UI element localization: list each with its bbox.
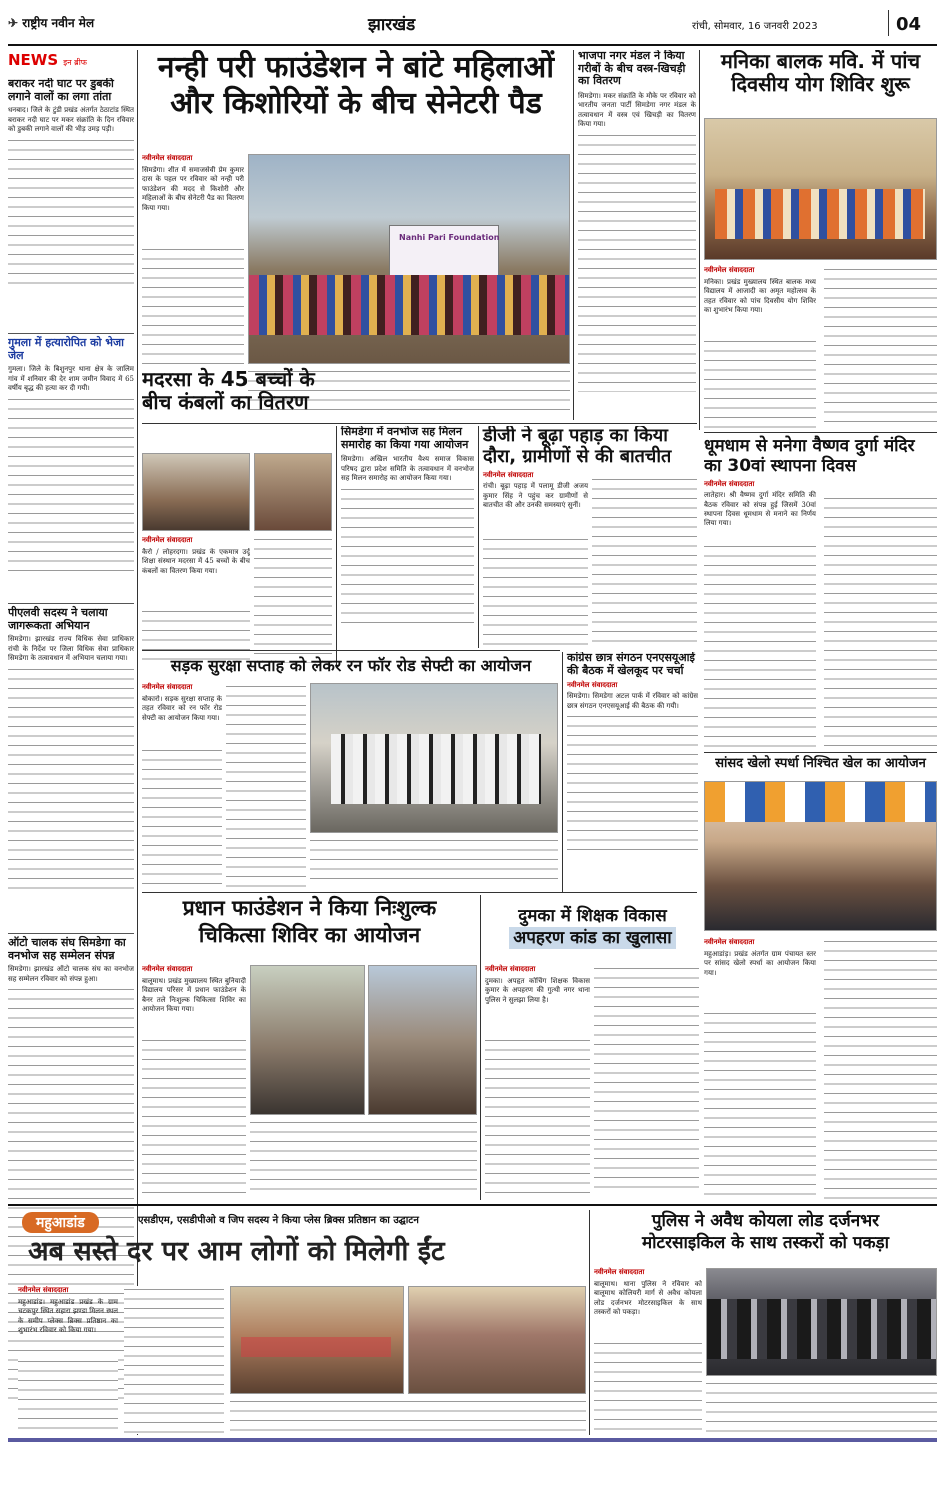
article-text: लातेहार। श्री वैष्णव दुर्गा मंदिर समिति की बैठक रविवार को संपन्न हुई जिसमें 30वां स्थापना दिवस धूमधाम से मनाने का निर्णय लिया गया। — [704, 491, 816, 528]
brief-title: गुमला में हत्यारोपित को भेजा जेल — [8, 336, 124, 362]
article-photo — [408, 1286, 586, 1394]
article-dumka — [480, 895, 700, 1200]
article-eent — [8, 1210, 586, 1435]
brief-text: धनबाद। जिले के टुंडी प्रखंड अंतर्गत ठेठाटांड स्थित बराकर नदी घाट पर मकर संक्रांति के दिन रविवार को डुबकी लगाने वालों की भीड़ उमड़ पड़ी। — [8, 106, 134, 134]
subhead: एसडीएम, एसडीपीओ व जिप सदस्य ने किया प्लेस ब्रिक्स प्रतिष्ठान का उद्घाटन — [138, 1215, 419, 1226]
headline: सांसद खेलो स्पर्धा निश्चित खेल का आयोजन — [715, 756, 926, 771]
brief-text: सिमडेगा। झारखंड ऑटो चालक संघ का वनभोज सह सम्मेलन रविवार को संपन्न हुआ। — [8, 965, 134, 983]
article-text: दुमका। अपहृत कोचिंग शिक्षक विकास कुमार के अपहरण की गुत्थी नगर थाना पुलिस ने सुलझा लिया है। — [485, 977, 590, 1004]
article-madarsa — [142, 358, 332, 668]
byline: नवीनमेल संवाददाता — [594, 1268, 645, 1276]
location-tag: महुआडांड — [22, 1212, 99, 1233]
article-road-safety — [142, 650, 560, 890]
brief-title: बराकर नदी घाट पर डुबकी लगाने वालों का लगा तांता — [8, 78, 114, 103]
byline: नवीनमेल संवाददाता — [704, 480, 755, 489]
article-photo — [368, 965, 477, 1115]
article-photo — [250, 965, 365, 1115]
byline: नवीनमेल संवाददाता — [142, 536, 193, 544]
article-koyla — [594, 1210, 937, 1435]
headline: प्रधान फाउंडेशन ने किया निःशुल्क चिकित्सा शिविर का आयोजन — [182, 896, 437, 948]
article-text: मनिका। प्रखंड मुख्यालय स्थित बालक मध्य विद्यालय में आजादी का अमृत महोत्सव के तहत रविवार को पांच दिवसीय योग शिविर का शुभारंभ किया गया। — [704, 278, 816, 315]
paper-logo: ✈ राष्ट्रीय नवीन मेल — [8, 16, 95, 30]
article-text: सिमडेगा। अखिल भारतीय वैश्य समाज विकास परिषद द्वारा प्रदेश समिति के तत्वावधान में वनभोज सह मिलन समारोह का आयोजन किया गया। — [341, 455, 474, 483]
byline: नवीनमेल संवाददाता — [142, 965, 193, 973]
article-durga — [704, 432, 937, 750]
article-text: महुआडांड़। प्रखंड अंतर्गत ग्राम पंचायत स्तर पर सांसद खेलो स्पर्धा का आयोजन किया गया। — [704, 950, 816, 977]
banner-text: Nanhi Pari Foundation — [399, 233, 500, 242]
byline: नवीनमेल संवाददाता — [704, 266, 755, 274]
article-bhajpa — [578, 50, 696, 422]
article-photo — [142, 453, 250, 531]
brief-text: सिमडेगा। झारखंड राज्य विधिक सेवा प्राधिकार रांची के निर्देश पर जिला विधिक सेवा प्राधिकार सिमडेगा के तत्वावधान में अभियान चलाया गया। — [8, 635, 134, 663]
article-pradhan — [142, 895, 477, 1200]
headline: डीजी ने बूढ़ा पहाड़ का किया दौरा, ग्रामीणों से की बातचीत — [483, 426, 672, 467]
headline: भाजपा नगर मंडल ने किया गरीबों के बीच वस्त्र-खिचड़ी का वितरण — [578, 50, 686, 88]
article-dgp — [478, 426, 698, 648]
article-vanbhoj — [336, 426, 474, 666]
byline: नवीनमेल संवाददाता — [485, 965, 536, 973]
headline: धूमधाम से मनेगा वैष्णव दुर्गा मंदिर का 30वां स्थापना दिवस — [704, 436, 915, 476]
news-brief-label: NEWS इन ब्रीफ — [8, 51, 87, 69]
article-text: कैरो / लोहरदगा। प्रखंड के एकमात्र उर्दू शिक्षा संस्थान मदरसा में 45 बच्चों के बीच कंबलों का वितरण किया गया। — [142, 548, 250, 575]
byline: नवीनमेल संवाददाता — [483, 471, 534, 480]
article-text: महुआडांड। महुआडांड प्रखंड के ग्राम चटकपुर स्थित सहारा झण्डा मिलन स्थल के समीप प्लेक्स ब्रिक्स प्रतिष्ठान का शुभारंभ रविवार को किया गया। — [18, 1298, 118, 1335]
article-photo — [230, 1286, 404, 1394]
byline: नवीनमेल संवाददाता — [704, 938, 755, 946]
article-sansad — [704, 752, 937, 1202]
byline: नवीनमेल संवाददाता — [567, 681, 618, 690]
article-text: सिमडेगा। शीत में समाजसेवी प्रेम कुमार दास के पहल पर रविवार को नन्ही परी फाउंडेशन की मदद से किशोरी और महिलाओं के बीच सेनेटरी पैड का वितरण किया गया। — [142, 166, 244, 212]
brief-text: गुमला। जिले के बिशुनपुर थाना क्षेत्र के जालिम गांव में शनिवार की देर शाम जमीन विवाद में 65 वर्षीय बृद्ध की हत्या कर दी गयी। — [8, 365, 134, 393]
article-photo — [310, 683, 558, 833]
page-number: 04 — [896, 14, 922, 35]
byline: नवीनमेल संवाददाता — [142, 154, 193, 162]
section-title: झारखंड — [368, 15, 416, 35]
headline: अब सस्ते दर पर आम लोगों को मिलेगी ईंट — [28, 1236, 445, 1267]
article-text: रांची। बूढ़ा पहाड़ में पलामू डीजी अजय कुमार सिंह ने पहुंच कर ग्रामीणों से बातचीत की और उनकी समस्याएं सुनीं। — [483, 482, 588, 510]
brief-title: ऑटो चालक संघ सिमडेगा का वनभोज सह सम्मेलन संपन्न — [8, 936, 126, 962]
headline: मनिका बालक मवि. में पांच दिवसीय योग शिविर शुरू — [720, 50, 921, 96]
article-text: बोकारो। सड़क सुरक्षा सप्ताह के तहत रविवार को रन फॉर रोड सेफ्टी का आयोजन किया गया। — [142, 695, 222, 722]
article-yoga — [704, 50, 937, 430]
article-photo — [248, 154, 570, 364]
article-photo — [704, 781, 937, 931]
article-photo — [704, 118, 937, 260]
byline: नवीनमेल संवाददाता — [18, 1286, 69, 1294]
bird-icon: ✈ — [8, 16, 23, 30]
article-text: बालूमाथ। थाना पुलिस ने रविवार को बालूमाथ कोलियरी मार्ग से अवैध कोयला लोड दर्जनभर मोटरसाइकिल के साथ तस्करों को पकड़ा। — [594, 1280, 702, 1317]
article-text: सिमडेगा। मकर संक्रांति के मौके पर रविवार को भारतीय जनता पार्टी सिमडेगा नगर मंडल के तत्वावधान में वस्त्र एवं खिचड़ी का वितरण किया गया। — [578, 91, 696, 129]
article-text: बालूमाथ। प्रखंड मुख्यालय स्थित बुनियादी विद्यालय परिसर में प्रधान फाउंडेशन के बैनर तले निःशुल्क चिकित्सा शिविर का आयोजन किया गया। — [142, 977, 246, 1014]
article-photo — [706, 1268, 937, 1376]
headline: सड़क सुरक्षा सप्ताह को लेकर रन फॉर रोड सेफ्टी का आयोजन — [170, 656, 532, 675]
byline: नवीनमेल संवाददाता — [142, 683, 193, 691]
headline: मदरसा के 45 बच्चों के बीच कंबलों का वितरण — [142, 367, 315, 414]
issue-date: रांची, सोमवार, 16 जनवरी 2023 — [692, 21, 818, 32]
article-text: सिमडेगा। सिमडेगा अटल पार्क में रविवार को कांग्रेस छात्र संगठन एनएसयूआई की बैठक की गयी। — [567, 692, 698, 710]
brief-title: पीएलवी सदस्य ने चलाया जागरूकता अभियान — [8, 606, 108, 632]
headline: नन्ही परी फाउंडेशन ने बांटे महिलाओं और किशोरियों के बीच सेनेटरी पैड — [157, 50, 555, 121]
brief-item — [8, 603, 134, 933]
headline: सिमडेगा में वनभोज सह मिलन समारोह का किया गया आयोजन — [341, 426, 469, 451]
headline: कांग्रेस छात्र संगठन एनएसयूआई की बैठक में खेलकूद पर चर्चा — [567, 652, 695, 677]
brief-item — [8, 78, 134, 333]
headline: दुमका में शिक्षक विकास अपहरण कांड का खुलासा — [485, 905, 700, 949]
masthead — [8, 0, 937, 44]
brief-item — [8, 333, 134, 603]
article-nsui — [562, 652, 698, 892]
headline: पुलिस ने अवैध कोयला लोड दर्जनभर मोटरसाइकिल के साथ तस्करों को पकड़ा — [641, 1211, 890, 1254]
